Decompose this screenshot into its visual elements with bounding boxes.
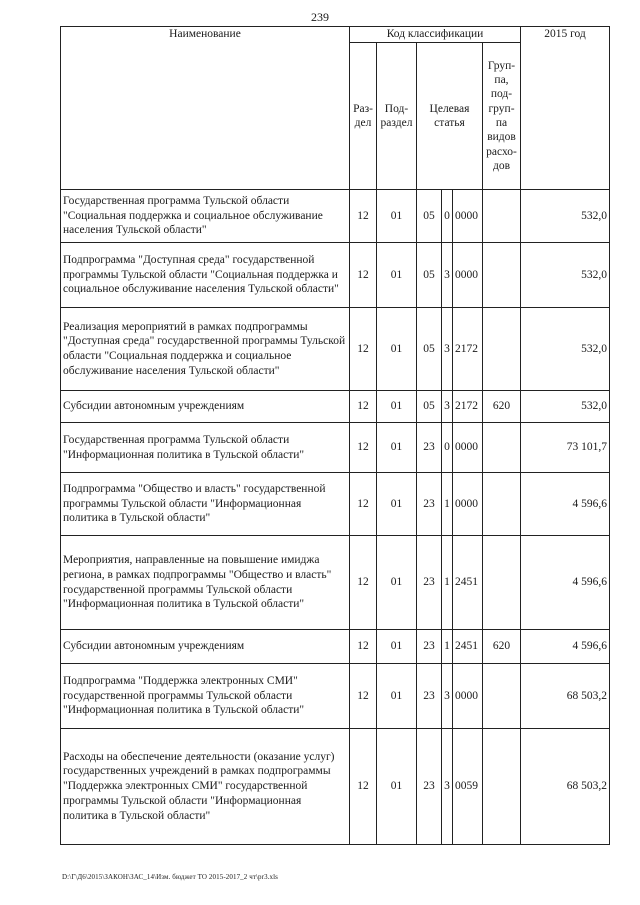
row-vid: 620 xyxy=(483,391,521,423)
header-razdel: Раз- дел xyxy=(350,43,377,190)
row-cs-direction: 0000 xyxy=(453,190,483,243)
row-razdel: 12 xyxy=(350,308,377,391)
row-razdel: 12 xyxy=(350,536,377,630)
row-sum: 532,0 xyxy=(521,243,610,308)
row-cs-subprogram: 0 xyxy=(442,190,453,243)
header-name: Наименование xyxy=(61,27,350,190)
row-vid xyxy=(483,308,521,391)
row-cs-program: 23 xyxy=(417,536,442,630)
row-razdel: 12 xyxy=(350,391,377,423)
row-cs-subprogram: 1 xyxy=(442,630,453,664)
row-cs-program: 05 xyxy=(417,308,442,391)
row-cs-direction: 0000 xyxy=(453,473,483,536)
header-code-group: Код классификации xyxy=(350,27,521,43)
row-name: Субсидии автономным учреждениям xyxy=(61,630,350,664)
row-vid xyxy=(483,243,521,308)
row-podrazdel: 01 xyxy=(377,536,417,630)
row-vid xyxy=(483,190,521,243)
row-cs-direction: 2172 xyxy=(453,391,483,423)
row-sum: 68 503,2 xyxy=(521,729,610,845)
row-cs-direction: 0000 xyxy=(453,664,483,729)
row-cs-subprogram: 3 xyxy=(442,664,453,729)
header-vid: Груп- па, под- груп- па видов расхо- дов xyxy=(483,43,521,190)
row-cs-subprogram: 3 xyxy=(442,391,453,423)
table-row xyxy=(61,729,610,845)
row-cs-subprogram: 3 xyxy=(442,729,453,845)
row-podrazdel: 01 xyxy=(377,729,417,845)
budget-table xyxy=(60,26,610,845)
table-row xyxy=(61,664,610,729)
row-podrazdel: 01 xyxy=(377,243,417,308)
row-cs-program: 23 xyxy=(417,664,442,729)
row-cs-program: 23 xyxy=(417,423,442,473)
row-cs-direction: 2451 xyxy=(453,630,483,664)
row-name: Государственная программа Тульской области "Социальная поддержка и социальное обслуживание населения Тульской области" xyxy=(61,190,350,243)
row-podrazdel: 01 xyxy=(377,630,417,664)
row-cs-direction: 0059 xyxy=(453,729,483,845)
row-name: Реализация мероприятий в рамках подпрограммы "Доступная среда" государственной программы Тульской области "Социальная поддержка и социальное обслуживание населения Тульской области" xyxy=(61,308,350,391)
row-name: Подпрограмма "Поддержка электронных СМИ" государственной программы Тульской области "Информационная политика в Тульской области" xyxy=(61,664,350,729)
page-number: 239 xyxy=(311,10,329,24)
table-row xyxy=(61,423,610,473)
row-name: Подпрограмма "Общество и власть" государственной программы Тульской области "Информационная политика в Тульской области" xyxy=(61,473,350,536)
row-name: Субсидии автономным учреждениям xyxy=(61,391,350,423)
row-cs-direction: 0000 xyxy=(453,423,483,473)
row-cs-program: 23 xyxy=(417,473,442,536)
row-razdel: 12 xyxy=(350,473,377,536)
row-sum: 532,0 xyxy=(521,391,610,423)
row-sum: 4 596,6 xyxy=(521,630,610,664)
row-name: Государственная программа Тульской области "Информационная политика в Тульской области" xyxy=(61,423,350,473)
row-cs-subprogram: 0 xyxy=(442,423,453,473)
table-row xyxy=(61,630,610,664)
row-podrazdel: 01 xyxy=(377,308,417,391)
row-razdel: 12 xyxy=(350,630,377,664)
row-name: Мероприятия, направленные на повышение имиджа региона, в рамках подпрограммы "Общество и власть" государственной программы Тульской области "Информационная политика в Тульской области" xyxy=(61,536,350,630)
row-cs-program: 05 xyxy=(417,243,442,308)
row-vid xyxy=(483,729,521,845)
header-podrazdel: Под- раздел xyxy=(377,43,417,190)
row-podrazdel: 01 xyxy=(377,473,417,536)
row-cs-subprogram: 1 xyxy=(442,536,453,630)
table-row xyxy=(61,391,610,423)
row-cs-subprogram: 1 xyxy=(442,473,453,536)
row-vid: 620 xyxy=(483,630,521,664)
table-row xyxy=(61,536,610,630)
row-razdel: 12 xyxy=(350,729,377,845)
row-cs-program: 23 xyxy=(417,729,442,845)
row-podrazdel: 01 xyxy=(377,423,417,473)
header-target: Целевая статья xyxy=(417,43,483,190)
table-row xyxy=(61,190,610,243)
row-sum: 532,0 xyxy=(521,308,610,391)
row-vid xyxy=(483,664,521,729)
row-razdel: 12 xyxy=(350,243,377,308)
row-cs-program: 23 xyxy=(417,630,442,664)
row-sum: 73 101,7 xyxy=(521,423,610,473)
row-cs-subprogram: 3 xyxy=(442,308,453,391)
row-vid xyxy=(483,473,521,536)
row-cs-subprogram: 3 xyxy=(442,243,453,308)
row-sum: 68 503,2 xyxy=(521,664,610,729)
table-row xyxy=(61,473,610,536)
row-razdel: 12 xyxy=(350,664,377,729)
row-name: Расходы на обеспечение деятельности (оказание услуг) государственных учреждений в рамках подпрограммы "Поддержка электронных СМИ" государственной программы Тульской области "Информационная политика в Тульской области" xyxy=(61,729,350,845)
header-year: 2015 год xyxy=(521,27,610,190)
row-razdel: 12 xyxy=(350,423,377,473)
table-row xyxy=(61,243,610,308)
row-podrazdel: 01 xyxy=(377,391,417,423)
row-name: Подпрограмма "Доступная среда" государственной программы Тульской области "Социальная поддержка и социальное обслуживание населения Тульской области" xyxy=(61,243,350,308)
row-cs-program: 05 xyxy=(417,391,442,423)
row-cs-direction: 0000 xyxy=(453,243,483,308)
row-podrazdel: 01 xyxy=(377,664,417,729)
row-sum: 532,0 xyxy=(521,190,610,243)
row-cs-direction: 2172 xyxy=(453,308,483,391)
row-cs-program: 05 xyxy=(417,190,442,243)
row-cs-direction: 2451 xyxy=(453,536,483,630)
row-vid xyxy=(483,423,521,473)
row-podrazdel: 01 xyxy=(377,190,417,243)
file-path-footer: D:\Г\Д6\2015\ЗАКОН\ЗАС_14\Изм. бюджет ТО 2015-2017_2 чт\pr3.xls xyxy=(62,873,278,881)
table-row xyxy=(61,308,610,391)
row-sum: 4 596,6 xyxy=(521,473,610,536)
row-razdel: 12 xyxy=(350,190,377,243)
row-sum: 4 596,6 xyxy=(521,536,610,630)
row-vid xyxy=(483,536,521,630)
